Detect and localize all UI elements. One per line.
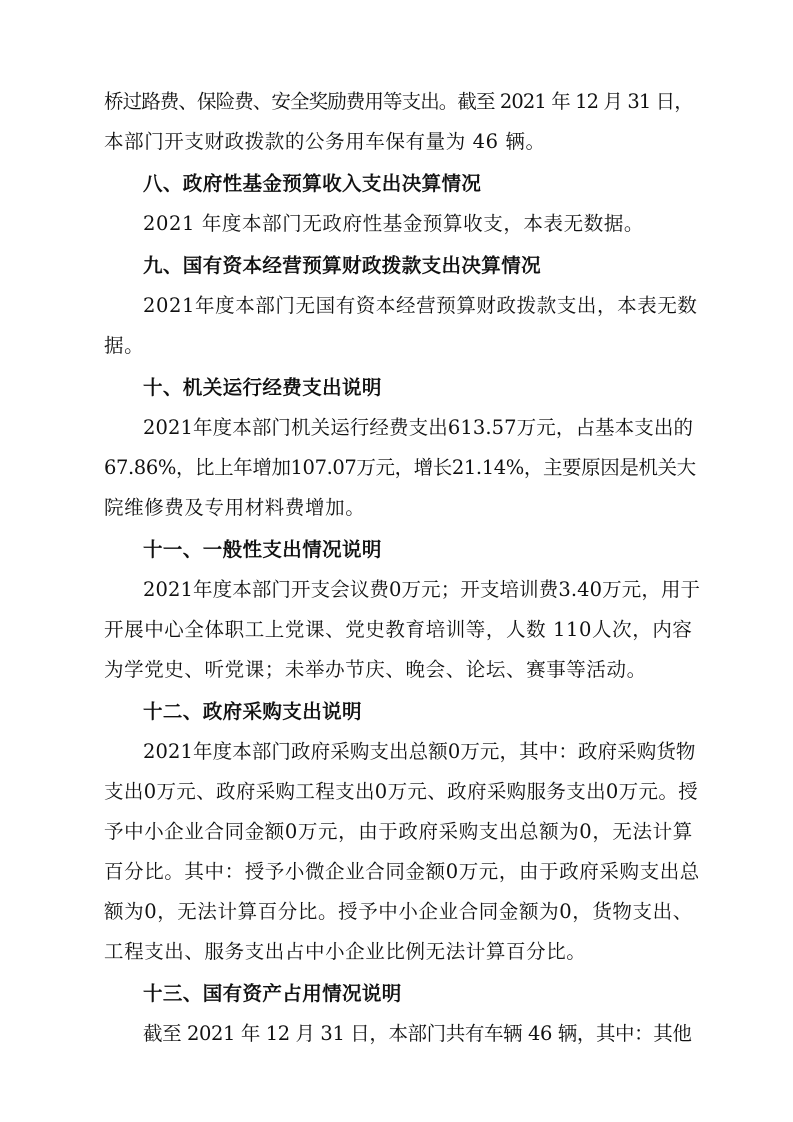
paragraph-line: 开展中心全体职工上党课、党史教育培训等，人数 110人次，内容	[104, 618, 693, 641]
paragraph-line: 截至 2021 年 12 月 31 日，本部门共有车辆 46 辆，其中：其他	[143, 1022, 692, 1045]
paragraph-line: 百分比。其中：授予小微企业合同金额0万元，由于政府采购支出总	[104, 860, 700, 883]
paragraph-line: 工程支出、服务支出占中小企业比例无法计算百分比。	[104, 940, 587, 963]
paragraph-line: 院维修费及专用材料费增加。	[104, 496, 366, 519]
section-heading-12: 十二、政府采购支出说明	[143, 700, 362, 723]
paragraph-line: 据。	[104, 334, 145, 357]
paragraph-line: 2021年度本部门政府采购支出总额0万元，其中：政府采购货物	[143, 740, 696, 763]
paragraph-line: 2021年度本部门无国有资本经营预算财政拨款支出，本表无数	[143, 294, 698, 317]
section-heading-9: 九、国有资本经营预算财政拨款支出决算情况	[143, 254, 542, 277]
paragraph-line: 本部门开支财政拨款的公务用车保有量为 46 辆。	[104, 130, 546, 153]
paragraph-line: 为学党史、听党课；未举办节庆、晚会、论坛、赛事等活动。	[104, 658, 647, 681]
paragraph-line: 额为0，无法计算百分比。授予中小企业合同金额为0，货物支出、	[104, 900, 693, 923]
paragraph-line: 67.86%，比上年增加107.07万元，增长21.14%，主要原因是机关大	[104, 456, 696, 479]
section-heading-11: 十一、一般性支出情况说明	[143, 538, 382, 561]
section-heading-13: 十三、国有资产占用情况说明	[143, 982, 402, 1005]
section-heading-10: 十、机关运行经费支出说明	[143, 376, 382, 399]
paragraph-line: 予中小企业合同金额0万元，由于政府采购支出总额为0，无法计算	[104, 820, 693, 843]
section-heading-8: 八、政府性基金预算收入支出决算情况	[143, 172, 482, 195]
paragraph-line: 2021年度本部门机关运行经费支出613.57万元，占基本支出的	[143, 416, 694, 439]
paragraph-line: 支出0万元、政府采购工程支出0万元、政府采购服务支出0万元。授	[104, 780, 699, 803]
paragraph-line: 2021 年度本部门无政府性基金预算收支，本表无数据。	[143, 212, 645, 235]
paragraph-line: 2021年度本部门开支会议费0万元；开支培训费3.40万元，用于	[143, 578, 701, 601]
paragraph-line: 桥过路费、保险费、安全奖励费用等支出。截至 2021 年 12 月 31 日，	[104, 90, 693, 113]
